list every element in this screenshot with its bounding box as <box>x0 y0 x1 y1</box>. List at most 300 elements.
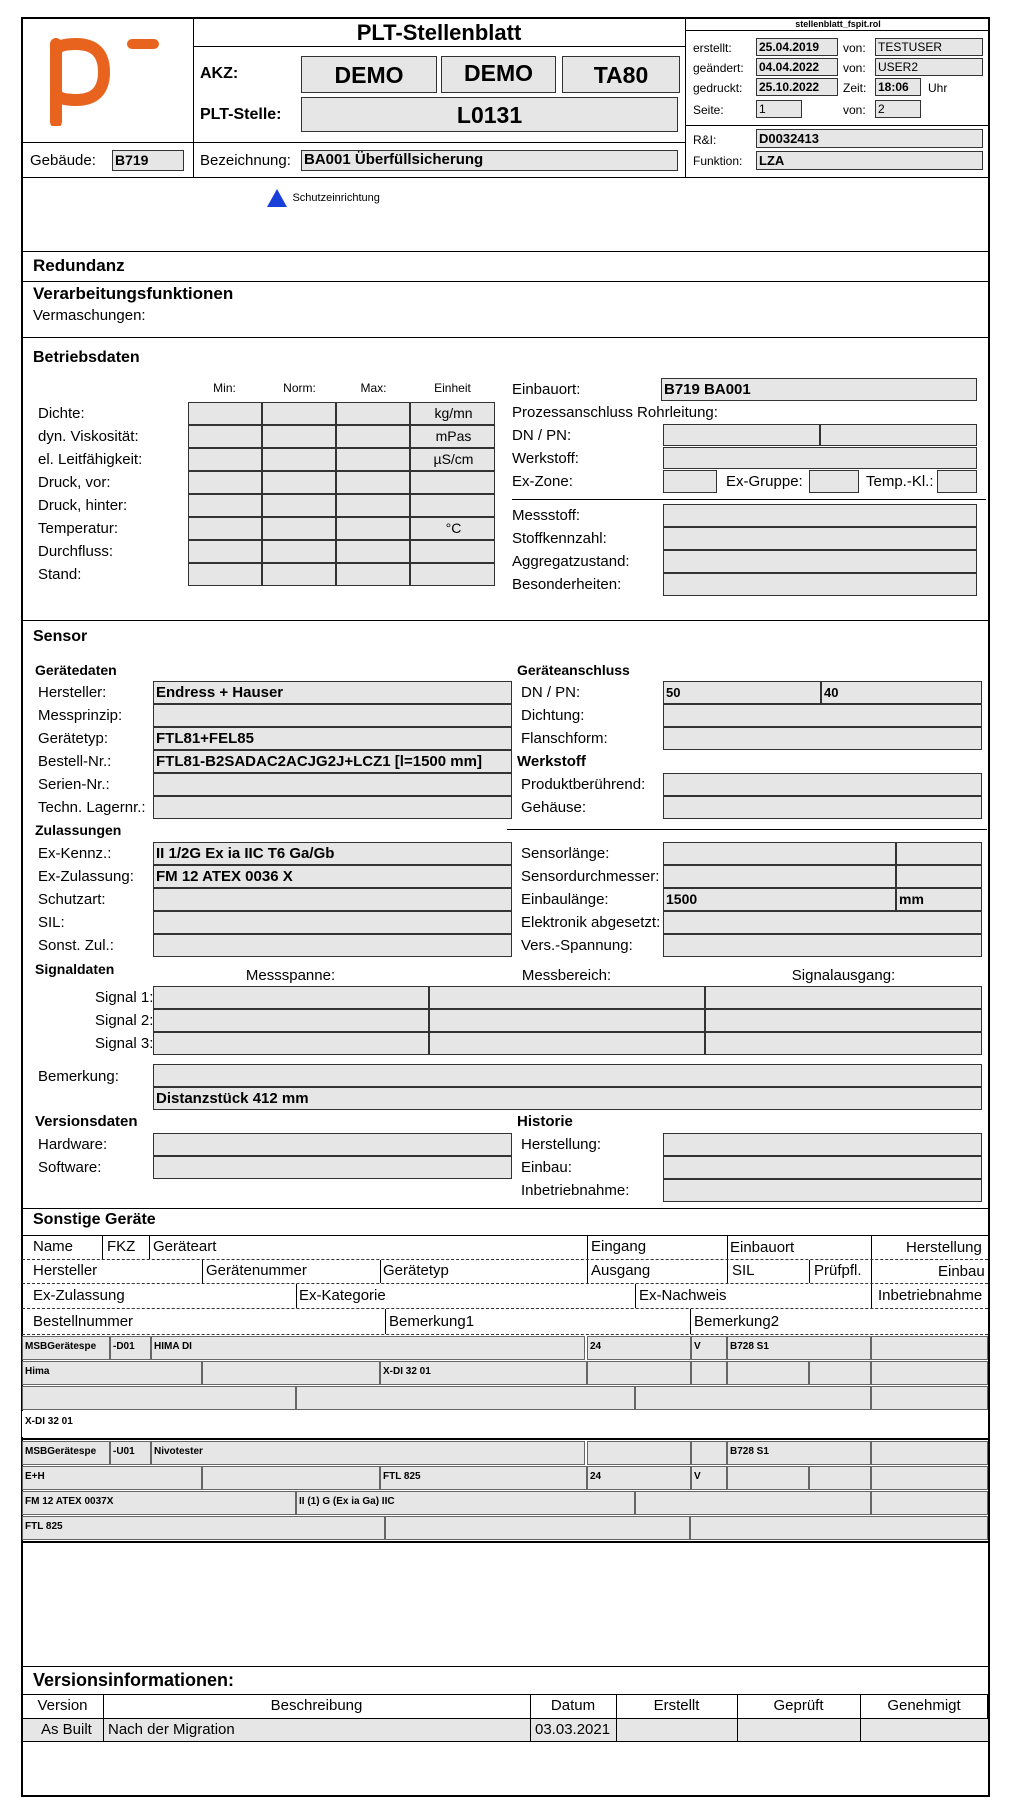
produktberuehrend-field[interactable] <box>663 773 982 796</box>
bestellnr-label: Bestell-Nr.: <box>38 753 112 770</box>
divider <box>22 1259 988 1260</box>
signaldaten-heading: Signaldaten <box>35 961 115 977</box>
h-ausgang: Ausgang <box>591 1262 651 1279</box>
flanschform-field[interactable] <box>663 727 982 750</box>
sensorlaenge-label: Sensorlänge: <box>521 845 610 862</box>
betrieb-einheit-cell: kg/mn <box>410 402 495 425</box>
versionsdaten-heading: Versionsdaten <box>35 1113 138 1130</box>
betrieb-min-cell[interactable] <box>188 448 262 471</box>
dev2-herstellung[interactable] <box>871 1441 988 1465</box>
dev1-hersteller[interactable]: Hima <box>22 1361 202 1385</box>
dev2-name[interactable]: MSBGerätespe <box>22 1441 110 1465</box>
betrieb-min-cell[interactable] <box>188 425 262 448</box>
schutzart-field[interactable] <box>153 888 512 911</box>
divider <box>193 46 685 47</box>
einbauort-label: Einbauort: <box>512 381 581 398</box>
divider <box>587 1260 588 1283</box>
dev1-sil[interactable] <box>727 1361 809 1385</box>
dev2-geraetenummer[interactable] <box>202 1466 380 1490</box>
betrieb-min-cell[interactable] <box>188 517 262 540</box>
bezeichnung-label: Bezeichnung: <box>200 152 291 169</box>
dev2-ausgang-unit[interactable]: V <box>691 1466 727 1490</box>
divider <box>507 829 987 830</box>
exkennz-field[interactable]: II 1/2G Ex ia IIC T6 Ga/Gb <box>153 842 512 865</box>
betrieb-max-cell[interactable] <box>336 517 410 540</box>
divider <box>871 1260 872 1283</box>
seite-von-label: von: <box>843 103 866 117</box>
betrieb-einheit-cell <box>410 494 495 517</box>
betrieb-norm-cell[interactable] <box>262 425 336 448</box>
hersteller-field[interactable]: Endress + Hauser <box>153 681 512 704</box>
stoffkennzahl-field[interactable] <box>663 527 977 550</box>
seite-field[interactable]: 1 <box>756 100 802 118</box>
exzone-field[interactable] <box>663 470 717 493</box>
betrieb-norm-cell[interactable] <box>262 402 336 425</box>
geraetetyp-field[interactable]: FTL81+FEL85 <box>153 727 512 750</box>
bemerkung-field-1[interactable] <box>153 1064 982 1087</box>
h-bemerkung1: Bemerkung1 <box>389 1313 475 1330</box>
dev2-art[interactable]: Nivotester <box>151 1441 585 1465</box>
exgruppe-field[interactable] <box>809 470 859 493</box>
werkstoff-field[interactable] <box>663 447 977 469</box>
divider <box>21 1235 990 1236</box>
betrieb-norm-cell[interactable] <box>262 471 336 494</box>
betrieb-max-cell[interactable] <box>336 471 410 494</box>
dev2-hersteller[interactable]: E+H <box>22 1466 202 1490</box>
seriennr-label: Serien-Nr.: <box>38 776 110 793</box>
betrieb-max-cell[interactable] <box>336 563 410 586</box>
divider <box>871 1284 872 1308</box>
version-cell-genehmigt[interactable] <box>861 1719 988 1741</box>
ri-label: R&I: <box>693 133 717 147</box>
dev2-exkategorie[interactable]: II (1) G (Ex ia Ga) IIC <box>296 1491 635 1515</box>
dev1-name[interactable]: MSBGerätespe <box>22 1336 110 1360</box>
dev1-art[interactable]: HIMA DI <box>151 1336 585 1360</box>
h-eingang: Eingang <box>591 1238 647 1255</box>
redundanz-heading: Redundanz <box>33 256 125 275</box>
col-einheit: Einheit <box>434 381 471 395</box>
gebaeude-field[interactable]: B719 <box>112 150 184 171</box>
plt-stelle-field[interactable]: L0131 <box>301 97 678 132</box>
historie-heading: Historie <box>517 1113 573 1130</box>
sil-field[interactable] <box>153 911 512 934</box>
sensor-dn-field[interactable]: 50 <box>663 681 821 704</box>
verarbeitung-heading: Verarbeitungsfunktionen <box>33 284 234 303</box>
messprinzip-label: Messprinzip: <box>38 707 123 724</box>
divider <box>21 281 990 282</box>
betrieb-row-label: Dichte: <box>38 405 85 422</box>
col-norm: Norm: <box>283 381 316 395</box>
divider <box>686 30 990 31</box>
divider <box>727 1236 728 1259</box>
versspannung-label: Vers.-Spannung: <box>521 937 633 954</box>
dev2-bemerkung1[interactable] <box>385 1516 690 1540</box>
triangle-icon <box>266 188 288 208</box>
betrieb-norm-cell[interactable] <box>262 563 336 586</box>
sil-label: SIL: <box>38 914 65 931</box>
betrieb-row-label: Druck, vor: <box>38 474 111 491</box>
geaendert-von-field[interactable]: USER2 <box>875 58 983 76</box>
exzulassung-label: Ex-Zulassung: <box>38 868 134 885</box>
h-einbau: Einbau <box>938 1263 985 1280</box>
bestellnr-field[interactable]: FTL81-B2SADAC2ACJG2J+LCZ1 [l=1500 mm] <box>153 750 512 773</box>
einbau-label: Einbau: <box>521 1159 572 1176</box>
schutzart-label: Schutzart: <box>38 891 106 908</box>
h-pruefpfl: Prüfpfl. <box>814 1262 862 1279</box>
dev2-ausgang[interactable]: 24 <box>587 1466 691 1490</box>
exkennz-label: Ex-Kennz.: <box>38 845 112 862</box>
gehaeuse-label: Gehäuse: <box>521 799 587 816</box>
dev1-geraetenummer[interactable] <box>202 1361 380 1385</box>
einbauort-field[interactable]: B719 BA001 <box>661 378 977 401</box>
h-geraetetyp: Gerätetyp <box>383 1262 449 1279</box>
signal-messbereich-field[interactable] <box>429 986 705 1009</box>
inbetriebnahme-field[interactable] <box>663 1179 982 1202</box>
exzulassung-field[interactable]: FM 12 ATEX 0036 X <box>153 865 512 888</box>
betrieb-einheit-cell <box>410 540 495 563</box>
betriebsdaten-heading: Betriebsdaten <box>33 349 140 366</box>
divider <box>380 1260 381 1283</box>
dev1-geraetetyp[interactable]: X-DI 32 01 <box>380 1361 587 1385</box>
betrieb-row-label: el. Leitfähigkeit: <box>38 451 143 468</box>
dev1-exnachweis[interactable] <box>635 1386 871 1410</box>
version-cell-erstellt[interactable] <box>617 1719 737 1741</box>
betrieb-row-label: Druck, hinter: <box>38 497 128 514</box>
stoffkennzahl-label: Stoffkennzahl: <box>512 530 607 547</box>
zulassungen-heading: Zulassungen <box>35 822 122 838</box>
dev1-exkategorie[interactable] <box>296 1386 635 1410</box>
signal-label: Signal 2: <box>95 1012 154 1029</box>
bemerkung-field-2[interactable]: Distanzstück 412 mm <box>153 1087 982 1110</box>
version-header-genehmigt: Genehmigt <box>887 1697 961 1714</box>
company-logo <box>46 34 166 126</box>
divider <box>21 177 990 178</box>
betrieb-min-cell[interactable] <box>188 563 262 586</box>
betrieb-einheit-cell: µS/cm <box>410 448 495 471</box>
version-header-geprueft: Geprüft <box>773 1697 824 1714</box>
software-field[interactable] <box>153 1156 512 1179</box>
lagernr-label: Techn. Lagernr.: <box>38 799 146 816</box>
dev2-einbau[interactable] <box>871 1466 988 1490</box>
elektronik-label: Elektronik abgesetzt: <box>521 914 661 931</box>
sensordurchmesser-field[interactable] <box>663 865 896 888</box>
dev1-einbau[interactable] <box>871 1361 988 1385</box>
betrieb-max-cell[interactable] <box>336 448 410 471</box>
betrieb-max-cell[interactable] <box>336 494 410 517</box>
inbetriebnahme-label: Inbetriebnahme: <box>521 1182 630 1199</box>
geraeteanschluss-heading: Geräteanschluss <box>517 662 630 678</box>
signal-ausgang-field[interactable] <box>705 1009 982 1032</box>
version-cell-version[interactable]: As Built <box>23 1719 103 1741</box>
h-exnachweis: Ex-Nachweis <box>639 1287 727 1304</box>
divider <box>21 1666 990 1667</box>
h-sil: SIL <box>732 1262 755 1279</box>
signal-messspanne-field[interactable] <box>153 1032 429 1055</box>
betrieb-min-cell[interactable] <box>188 494 262 517</box>
dev2-eingang-unit[interactable] <box>691 1441 727 1465</box>
erstellt-von-label: von: <box>843 41 866 55</box>
signal-messspanne-field[interactable] <box>153 1009 429 1032</box>
divider <box>22 1308 988 1309</box>
einbaulaenge-label: Einbaulänge: <box>521 891 609 908</box>
flanschform-label: Flanschform: <box>521 730 608 747</box>
betrieb-min-cell[interactable] <box>188 540 262 563</box>
uhr-label: Uhr <box>928 81 948 95</box>
akz-label: AKZ: <box>200 65 239 82</box>
h-herstellung: Herstellung <box>906 1239 982 1256</box>
signal-messspanne-field[interactable] <box>153 986 429 1009</box>
einbaulaenge-unit: mm <box>896 888 982 911</box>
signal-label: Signal 1: <box>95 989 154 1006</box>
betrieb-min-cell[interactable] <box>188 402 262 425</box>
betrieb-einheit-cell <box>410 471 495 494</box>
versionen-heading: Versionsinformationen: <box>33 1670 235 1690</box>
zeit-field[interactable]: 18:06 <box>875 78 921 96</box>
geaendert-label: geändert: <box>693 61 744 75</box>
erstellt-label: erstellt: <box>693 41 732 55</box>
erstellt-von-field[interactable]: TESTUSER <box>875 38 983 56</box>
seriennr-field[interactable] <box>153 773 512 796</box>
dev1-exzulassung[interactable] <box>22 1386 296 1410</box>
signal-ausgang-field[interactable] <box>705 1032 982 1055</box>
dev1-bemerkung1[interactable] <box>385 1411 690 1437</box>
betrieb-max-cell[interactable] <box>336 540 410 563</box>
betrieb-norm-cell[interactable] <box>262 517 336 540</box>
sonstige-heading: Sonstige Geräte <box>33 1211 156 1228</box>
dev2-exzulassung[interactable]: FM 12 ATEX 0037X <box>22 1491 296 1515</box>
zeit-label: Zeit: <box>843 81 867 95</box>
h-hersteller: Hersteller <box>33 1262 98 1279</box>
divider <box>809 1260 810 1283</box>
version-header-datum: Datum <box>550 1697 596 1714</box>
version-cell-datum[interactable]: 03.03.2021 <box>531 1719 616 1741</box>
version-cell-beschreibung[interactable]: Nach der Migration <box>104 1719 530 1741</box>
herstellung-field[interactable] <box>663 1133 982 1156</box>
einbaulaenge-field[interactable]: 1500 <box>663 888 896 911</box>
dev1-inbetriebnahme[interactable] <box>871 1386 988 1410</box>
divider <box>193 142 194 177</box>
betrieb-row-label: Temperatur: <box>38 520 119 537</box>
dev2-pruefpfl[interactable] <box>809 1466 871 1490</box>
col-max: Max: <box>360 381 387 395</box>
divider <box>385 1309 386 1334</box>
sensorlaenge-field[interactable] <box>663 842 896 865</box>
geaendert-von-label: von: <box>843 61 866 75</box>
besonderheiten-field[interactable] <box>663 573 977 596</box>
messspanne-header: Messspanne: <box>245 967 336 984</box>
betrieb-row-label: Stand: <box>38 566 82 583</box>
bezeichnung-field[interactable]: BA001 Überfüllsicherung <box>301 150 678 171</box>
messprinzip-field[interactable] <box>153 704 512 727</box>
divider <box>21 620 990 621</box>
sensor-pn-field[interactable]: 40 <box>821 681 982 704</box>
divider <box>202 1260 203 1283</box>
betrieb-einheit-cell: °C <box>410 517 495 540</box>
hersteller-label: Hersteller: <box>38 684 107 701</box>
dev1-eingang[interactable]: 24 <box>587 1336 691 1360</box>
dev2-bestellnummer[interactable]: FTL 825 <box>22 1516 385 1540</box>
betrieb-einheit-cell <box>410 563 495 586</box>
divider <box>587 1236 588 1259</box>
ri-field[interactable]: D0032413 <box>756 129 983 148</box>
divider <box>685 17 686 177</box>
h-inbetriebnahme: Inbetriebnahme <box>878 1287 983 1304</box>
divider <box>686 125 990 126</box>
divider <box>102 1236 103 1259</box>
divider <box>21 142 686 143</box>
divider <box>22 1541 988 1543</box>
divider <box>635 1284 636 1308</box>
signal-label: Signal 3: <box>95 1035 154 1052</box>
h-fkz: FKZ <box>107 1238 136 1255</box>
dev1-herstellung[interactable] <box>871 1336 988 1360</box>
betrieb-einheit-cell: mPas <box>410 425 495 448</box>
akz-field-1[interactable]: DEMO <box>301 56 437 93</box>
werkstoff-label: Werkstoff: <box>512 450 579 467</box>
aggregatzustand-field[interactable] <box>663 550 977 573</box>
versspannung-field[interactable] <box>663 934 982 957</box>
betrieb-norm-cell[interactable] <box>262 494 336 517</box>
dev2-inbetriebnahme[interactable] <box>871 1491 988 1515</box>
legend-label: Schutzeinrichtung <box>292 192 380 204</box>
gedruckt-field[interactable]: 25.10.2022 <box>756 78 838 96</box>
erstellt-field[interactable]: 25.04.2019 <box>756 38 838 56</box>
divider <box>512 499 986 500</box>
aggregatzustand-label: Aggregatzustand: <box>512 553 630 570</box>
prozessanschluss-label: Prozessanschluss Rohrleitung: <box>512 404 718 421</box>
betrieb-max-cell[interactable] <box>336 425 410 448</box>
h-name: Name <box>33 1238 74 1255</box>
dichtung-label: Dichtung: <box>521 707 585 724</box>
h-einbauort: Einbauort <box>730 1239 795 1256</box>
divider <box>22 1283 988 1284</box>
vermaschungen-label: Vermaschungen: <box>33 307 146 324</box>
dev1-fkz[interactable]: -D01 <box>110 1336 151 1360</box>
dev2-bemerkung2[interactable] <box>690 1516 988 1540</box>
dev1-ausgang-unit[interactable] <box>691 1361 727 1385</box>
dn-field[interactable] <box>663 424 820 446</box>
version-header-erstellt: Erstellt <box>653 1697 700 1714</box>
dev1-eingang-unit[interactable]: V <box>691 1336 727 1360</box>
sonstzul-label: Sonst. Zul.: <box>38 937 114 954</box>
hardware-label: Hardware: <box>38 1136 108 1153</box>
col-min: Min: <box>213 381 236 395</box>
tempkl-field[interactable] <box>937 470 977 493</box>
signalausgang-header: Signalausgang: <box>791 967 896 984</box>
gehaeuse-field[interactable] <box>663 796 982 819</box>
file-name: stellenblatt_fspit.rol <box>795 19 881 29</box>
messstoff-field[interactable] <box>663 504 977 527</box>
signal-messbereich-field[interactable] <box>429 1009 705 1032</box>
h-geraeteart: Geräteart <box>153 1238 217 1255</box>
divider <box>690 1309 691 1334</box>
sheet-title: PLT-Stellenblatt <box>356 20 522 45</box>
geaendert-field[interactable]: 04.04.2022 <box>756 58 838 76</box>
elektronik-field[interactable] <box>663 911 982 934</box>
version-header-version: Version <box>37 1697 88 1714</box>
version-cell-geprueft[interactable] <box>738 1719 860 1741</box>
h-bestellnummer: Bestellnummer <box>33 1313 134 1330</box>
divider <box>22 1438 988 1440</box>
werkstoff-heading: Werkstoff <box>517 753 586 770</box>
funktion-field[interactable]: LZA <box>756 151 983 170</box>
divider <box>727 1260 728 1283</box>
dev1-pruefpfl[interactable] <box>809 1361 871 1385</box>
akz-field-2[interactable]: DEMO <box>441 56 556 93</box>
sonstzul-field[interactable] <box>153 934 512 957</box>
sensordurchmesser-unit-field[interactable] <box>896 865 982 888</box>
betrieb-row-label: dyn. Viskosität: <box>38 428 139 445</box>
messstoff-label: Messstoff: <box>512 507 581 524</box>
dev1-ausgang[interactable] <box>587 1361 691 1385</box>
divider <box>21 251 990 252</box>
sensor-dnpn-label: DN / PN: <box>521 684 581 701</box>
herstellung-label: Herstellung: <box>521 1136 602 1153</box>
lagernr-field[interactable] <box>153 796 512 819</box>
dev1-einbauort[interactable]: B728 S1 <box>727 1336 871 1360</box>
geraetetyp-label: Gerätetyp: <box>38 730 109 747</box>
hardware-field[interactable] <box>153 1133 512 1156</box>
divider <box>21 337 990 338</box>
dev2-exnachweis[interactable] <box>635 1491 871 1515</box>
dichtung-field[interactable] <box>663 704 982 727</box>
dev2-sil[interactable] <box>727 1466 809 1490</box>
h-exzulassung: Ex-Zulassung <box>33 1287 125 1304</box>
h-bemerkung2: Bemerkung2 <box>694 1313 780 1330</box>
divider <box>871 1236 872 1259</box>
p-logo-icon <box>46 34 166 126</box>
dev2-fkz[interactable]: -U01 <box>110 1441 151 1465</box>
signal-messbereich-field[interactable] <box>429 1032 705 1055</box>
dev1-bemerkung2[interactable] <box>690 1411 988 1437</box>
pn-field[interactable] <box>820 424 977 446</box>
dev2-geraetetyp[interactable]: FTL 825 <box>380 1466 587 1490</box>
geraetedaten-heading: Gerätedaten <box>35 662 117 678</box>
betrieb-row-label: Durchfluss: <box>38 543 114 560</box>
tempkl-label: Temp.-Kl.: <box>866 473 934 490</box>
dev1-bestellnummer[interactable]: X-DI 32 01 <box>22 1411 385 1437</box>
version-header-beschreibung: Beschreibung <box>270 1697 363 1714</box>
seite-von-field[interactable]: 2 <box>875 100 921 118</box>
sensor-heading: Sensor <box>33 628 88 645</box>
exgruppe-label: Ex-Gruppe: <box>726 473 803 490</box>
signal-ausgang-field[interactable] <box>705 986 982 1009</box>
dev2-eingang[interactable] <box>587 1441 691 1465</box>
dev2-einbauort[interactable]: B728 S1 <box>727 1441 871 1465</box>
legend-item <box>266 188 380 208</box>
plt-stelle-label: PLT-Stelle: <box>200 106 282 123</box>
gebaeude-label: Gebäude: <box>30 152 96 169</box>
akz-field-3[interactable]: TA80 <box>562 56 680 93</box>
betrieb-norm-cell[interactable] <box>262 540 336 563</box>
divider <box>21 1208 990 1209</box>
betrieb-norm-cell[interactable] <box>262 448 336 471</box>
divider <box>296 1284 297 1308</box>
produktberuehrend-label: Produktberührend: <box>521 776 646 793</box>
divider <box>22 1334 988 1335</box>
einbau-field[interactable] <box>663 1156 982 1179</box>
gedruckt-label: gedruckt: <box>693 81 743 95</box>
software-label: Software: <box>38 1159 102 1176</box>
betrieb-max-cell[interactable] <box>336 402 410 425</box>
divider <box>149 1236 150 1259</box>
sensordurchmesser-label: Sensordurchmesser: <box>521 868 660 885</box>
messbereich-header: Messbereich: <box>521 967 612 984</box>
sensorlaenge-unit-field[interactable] <box>896 842 982 865</box>
h-exkategorie: Ex-Kategorie <box>299 1287 386 1304</box>
betrieb-min-cell[interactable] <box>188 471 262 494</box>
bemerkung-label: Bemerkung: <box>38 1068 119 1085</box>
